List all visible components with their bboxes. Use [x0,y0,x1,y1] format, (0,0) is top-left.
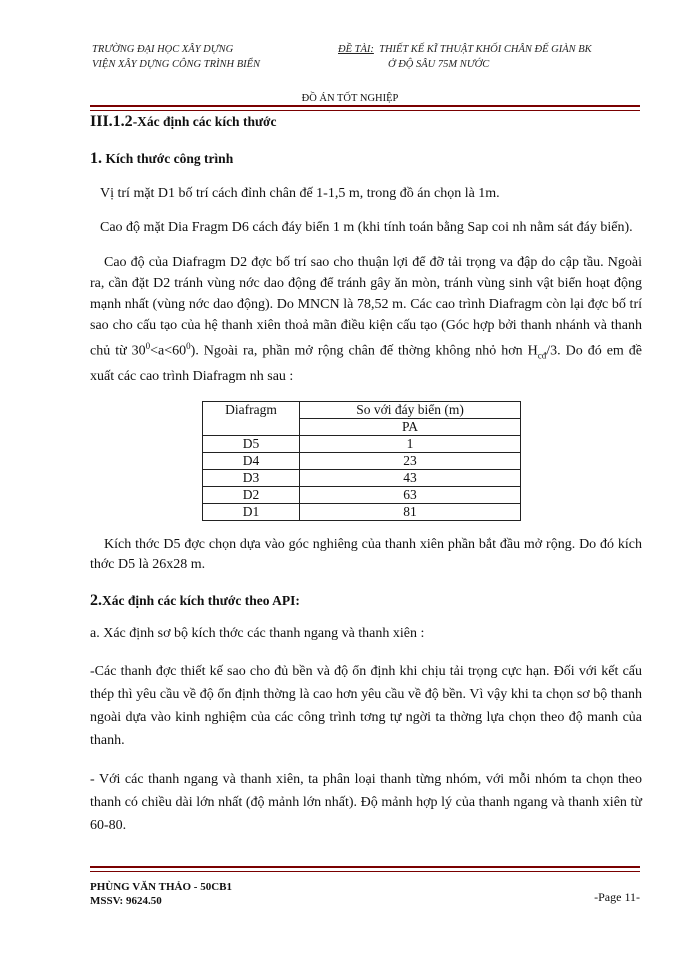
subsection-1-number: 1. [90,150,102,167]
header-left [92,42,260,72]
section-title: -Xác định các kích thước [132,114,277,129]
section-heading [90,112,642,133]
footer-name: PHÙNG VĂN THẢO - 50CB1 [90,881,232,893]
table-cell-name: D4 [203,453,300,470]
header-university: TRƯỜNG ĐẠI HỌC XÂY DỰNG [92,44,234,55]
paragraph-bar-sizing: a. Xác định sơ bộ kích thớc các thanh ngang và thanh xiên : [90,626,425,642]
thesis-subtitle: ĐỒ ÁN TỐT NGHIỆP [301,93,399,104]
paragraph-bar-stability: -Các thanh đợc thiết kế sao cho đủ bền và độ ổn định khi chịu tải trọng cực hạn. Đối với kết cấu thép thì yêu cầu về độ ổn định thờng là cao hơn yêu cầu về độ bền. Vì vậy khi ta chọn sơ bộ thanh ngoài dựa vào kinh nghiệm của các công trình tơng tự ngời ta thờng lựa chọn theo độ manh của thanh. [90,664,642,749]
section-number: III.1.2 [90,113,133,130]
paragraph-d5-size: Kích thớc D5 đợc chọn dựa vào góc nghiêng của thanh xiên phần bắt đầu mở rộng. Do đó kích thớc D5 là 26x28 m. [90,537,642,573]
table-cell-value: 81 [300,504,521,521]
degree-sup-2: 0 [186,341,191,351]
table-cell-name: D1 [203,504,300,521]
paragraph-bar-grouping: - Với các thanh ngang và thanh xiên, ta phân loại thanh từng nhóm, với mỗi nhóm ta chọn theo thanh có chiều dài lớn nhất (độ mảnh lớn nhất). Độ mảnh hợp lý của thanh ngang và thanh xiên từ 60-80. [90,772,642,834]
subsection-1-title: Kích thước công trình [105,151,234,166]
paragraph-d1-position: Vị trí mặt D1 bố trí cách đỉnh chân đế 1-1,5 m, trong đồ án chọn là 1m. [100,186,500,201]
table-header-diafragm: Diafragm [203,402,300,436]
main-content [90,112,642,837]
paragraph-d2-part-b: <a<60 [150,343,187,359]
page-number: -Page 11- [594,890,640,904]
subsection-2-title: Xác định các kích thước theo API: [102,593,300,609]
table-row [203,487,521,504]
diafragm-elevation-table [202,401,521,521]
table-row [203,504,521,521]
table-cell-value: 43 [300,470,521,487]
h-subscript: cđ [537,350,547,361]
table-cell-name: D3 [203,470,300,487]
table-cell-value: 1 [300,436,521,453]
subsection-1-heading [90,149,642,170]
table-row [203,453,521,470]
header-institute: VIỆN XÂY DỰNG CÔNG TRÌNH BIỂN [92,59,261,70]
table-header-row [203,402,521,419]
table-cell-name: D5 [203,436,300,453]
footer-author [90,880,232,908]
table-header-elevation: So với đáy biển (m) [300,402,521,419]
subsection-2-heading [90,591,642,612]
paragraph-d2-part-d: /3. Do đó em đề xuất các cao trình Diafragm nh sau : [90,343,642,385]
header-rule [90,105,640,111]
table-header-pa: PA [300,419,521,436]
paragraph-d2-elevation [90,252,642,387]
paragraph-d6-elevation: Cao độ mặt Dia Fragm D6 cách đáy biển 1 m (khi tính toán bằng Sap coi nh nằm sát đáy biển). [100,220,633,235]
footer-rule [90,866,640,872]
header-topic-line2: Ở ĐỘ SÂU 75M NƯỚC [388,59,490,70]
header-right [338,42,592,72]
degree-sup-1: 0 [145,341,151,351]
table-row [203,436,521,453]
table-row [203,470,521,487]
header-topic-line1: THIẾT KẾ KĨ THUẬT KHỐI CHÂN ĐẾ GIÀN BK [379,44,592,55]
header-topic-label: ĐỀ TÀI: [338,44,374,55]
subsection-2-number: 2. [90,592,102,610]
table-cell-value: 63 [300,487,521,504]
table-cell-name: D2 [203,487,300,504]
footer-mssv: MSSV: 9624.50 [90,895,162,907]
table-cell-value: 23 [300,453,521,470]
paragraph-d2-part-c: ). Ngoài ra, phần mở rộng chân đế thờng không nhỏ hơn H [190,343,538,359]
paragraph-d2-part-a: Cao độ của Diafragm D2 đợc bố trí sao cho thuận lợi để đỡ tải trọng va đập do cập tầu. Ngoài ra, cần đặt D2 tránh vùng nớc dao động để tránh gây ăn mòn, tránh vùng sinh vật biển hoạt động mạnh nhất (vùng nớc dao động). Do MNCN là 78,52 m. Các cao trình Diafragm còn lại đợc bố trí sao cho cấu tạo của hệ thanh xiên thoả mãn điều kiện cấu tạo (Góc hợp bởi thanh nhánh và thanh chủ từ 30 [90,255,642,359]
